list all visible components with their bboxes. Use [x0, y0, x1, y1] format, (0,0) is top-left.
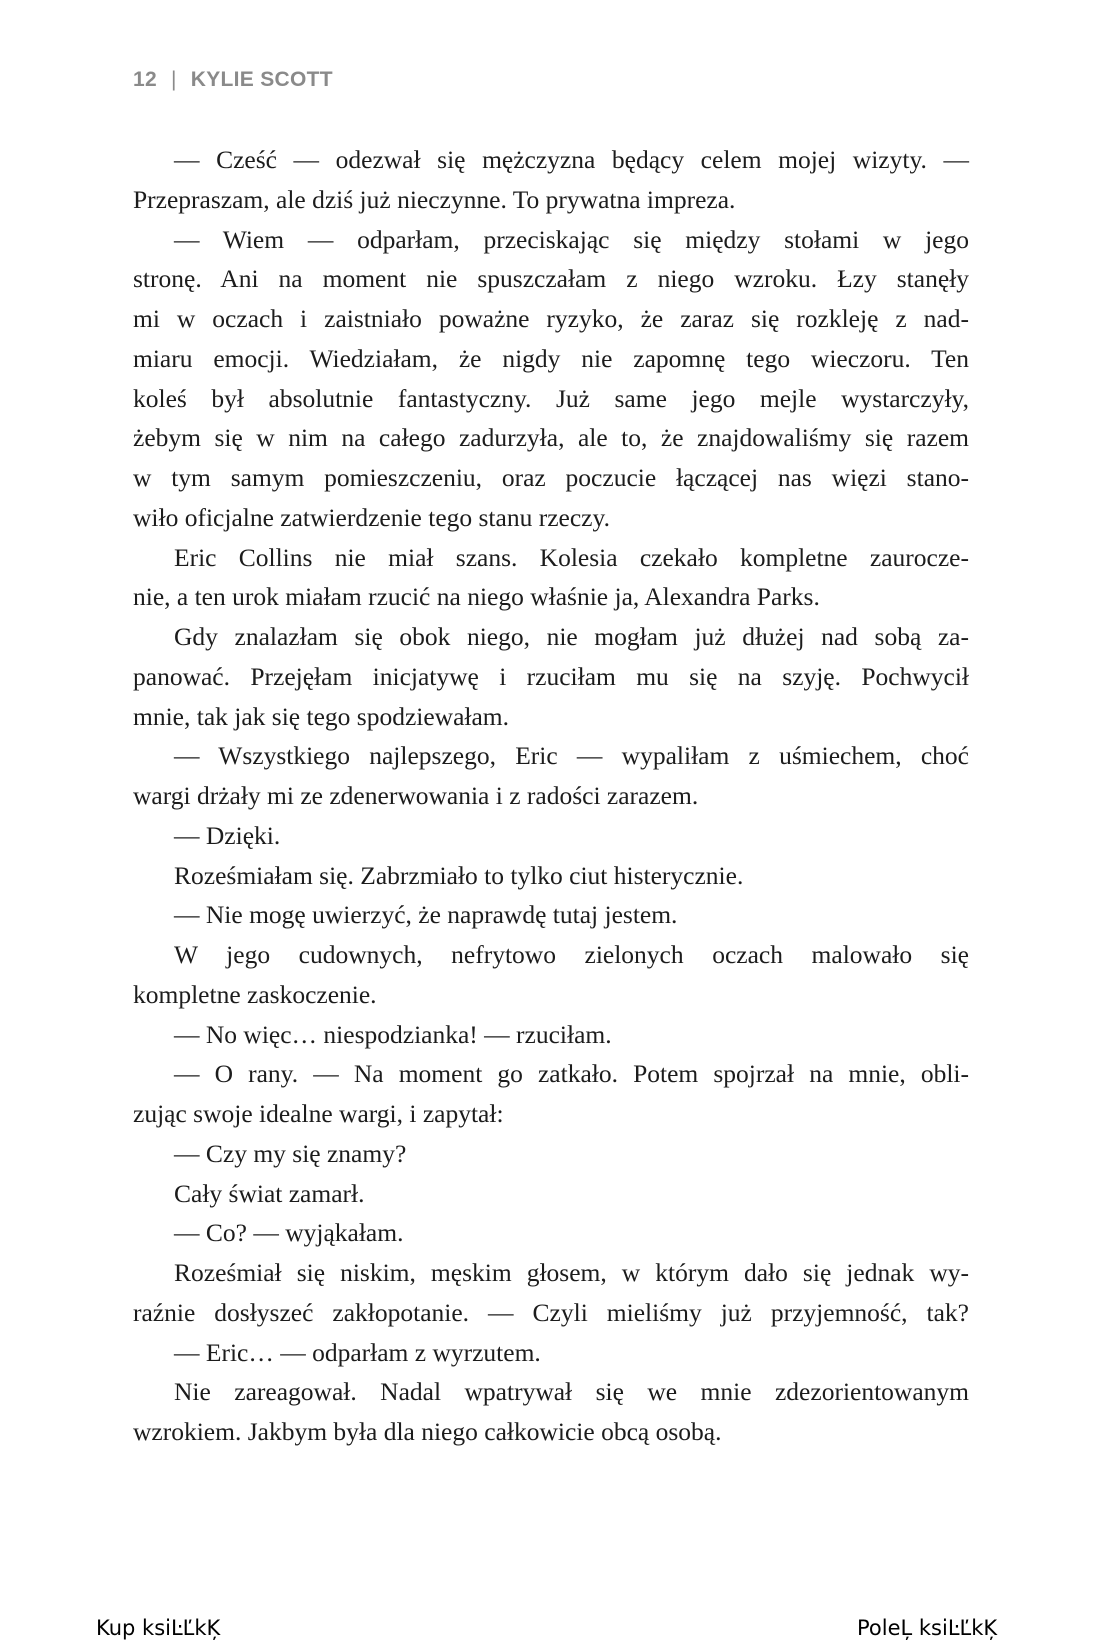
text-line: mnie, tak jak się tego spodziewałam.: [133, 701, 510, 731]
text-line: — Czy my się znamy?: [174, 1138, 407, 1168]
text-line: Przepraszam, ale dziś już nieczynne. To prywatna impreza.: [133, 184, 736, 214]
text-line: W jego cudownych, nefrytowo zielonych oczach malowało się: [174, 940, 969, 969]
text-line: wargi drżały mi ze zdenerwowania i z radości zarazem.: [133, 781, 699, 810]
running-head: [133, 68, 333, 92]
text-line: stronę. Ani na moment nie spuszczałam z niego wzroku. Łzy stanęły: [133, 264, 969, 294]
text-line: raźnie dosłyszeć zakłopotanie. — Czyli mieliśmy już przyjemność, tak?: [133, 1297, 969, 1327]
text-line: — O rany. — Na moment go zatkało. Potem spojrzał na mnie, obli-: [174, 1059, 969, 1089]
text-line: Roześmiałam się. Zabrzmiało to tylko ciut histerycznie.: [174, 860, 744, 890]
text-line: koleś był absolutnie fantastyczny. Już same jego mejle wystarczyły,: [133, 383, 969, 413]
text-line: mi w oczach i zaistniało poważne ryzyko, że zaraz się rozkleję z nad-: [133, 304, 969, 333]
page-body: [133, 140, 969, 1452]
text-line: Nie zareagował. Nadal wpatrywał się we mnie zdezorientowanym: [174, 1377, 969, 1407]
text-line: — Co? — wyjąkałam.: [174, 1218, 404, 1248]
text-line: panować. Przejęłam inicjatywę i rzuciłam mu się na szyję. Pochwycił: [133, 661, 969, 691]
text-line: Cały świat zamarł.: [174, 1178, 365, 1208]
buy-book-link[interactable]: Kup ksiĿĽkĶ: [96, 1616, 221, 1640]
text-line: miaru emocji. Wiedziałam, że nigdy nie zapomnę tego wieczoru. Ten: [133, 343, 969, 373]
text-line: — Cześć — odezwał się mężczyzna będący celem mojej wizyty. —: [174, 145, 969, 174]
text-line: Roześmiał się niskim, męskim głosem, w którym dało się jednak wy-: [174, 1258, 969, 1287]
text-line: Eric Collins nie miał szans. Kolesia czekało kompletne zaurocze-: [174, 542, 969, 572]
text-line: — Nie mogę uwierzyć, że naprawdę tutaj jestem.: [174, 900, 678, 930]
author-name: KYLIE SCOTT: [190, 68, 333, 91]
text-line: zując swoje idealne wargi, i zapytał:: [133, 1099, 504, 1128]
text-line: żebym się w nim na całego zadurzyła, ale to, że znajdowaliśmy się razem: [133, 423, 969, 453]
text-line: — Wiem — odparłam, przeciskając się między stołami w jego: [174, 224, 969, 254]
text-line: — Eric… — odparłam z wyrzutem.: [174, 1337, 541, 1367]
header-separator: |: [170, 68, 177, 91]
text-line: kompletne zaskoczenie.: [133, 979, 377, 1009]
text-line: nie, a ten urok miałam rzucić na niego właśnie ja, Alexandra Parks.: [133, 582, 820, 612]
text-line: — No więc… niespodzianka! — rzuciłam.: [174, 1019, 612, 1049]
text-line: — Wszystkiego najlepszego, Eric — wypaliłam z uśmiechem, choć: [174, 741, 969, 771]
text-line: wiło oficjalne zatwierdzenie tego stanu rzeczy.: [133, 502, 610, 532]
text-line: — Dzięki.: [174, 820, 281, 850]
recommend-book-link[interactable]: PoleĻ ksiĿĽkĶ: [857, 1616, 998, 1640]
text-line: Gdy znalazłam się obok niego, nie mogłam już dłużej nad sobą za-: [174, 622, 969, 651]
text-line: wzrokiem. Jakbym była dla niego całkowicie obcą osobą.: [133, 1417, 722, 1446]
page-number: 12: [133, 68, 157, 91]
text-line: w tym samym pomieszczeniu, oraz poczucie łączącej nas więzi stano-: [133, 463, 969, 492]
